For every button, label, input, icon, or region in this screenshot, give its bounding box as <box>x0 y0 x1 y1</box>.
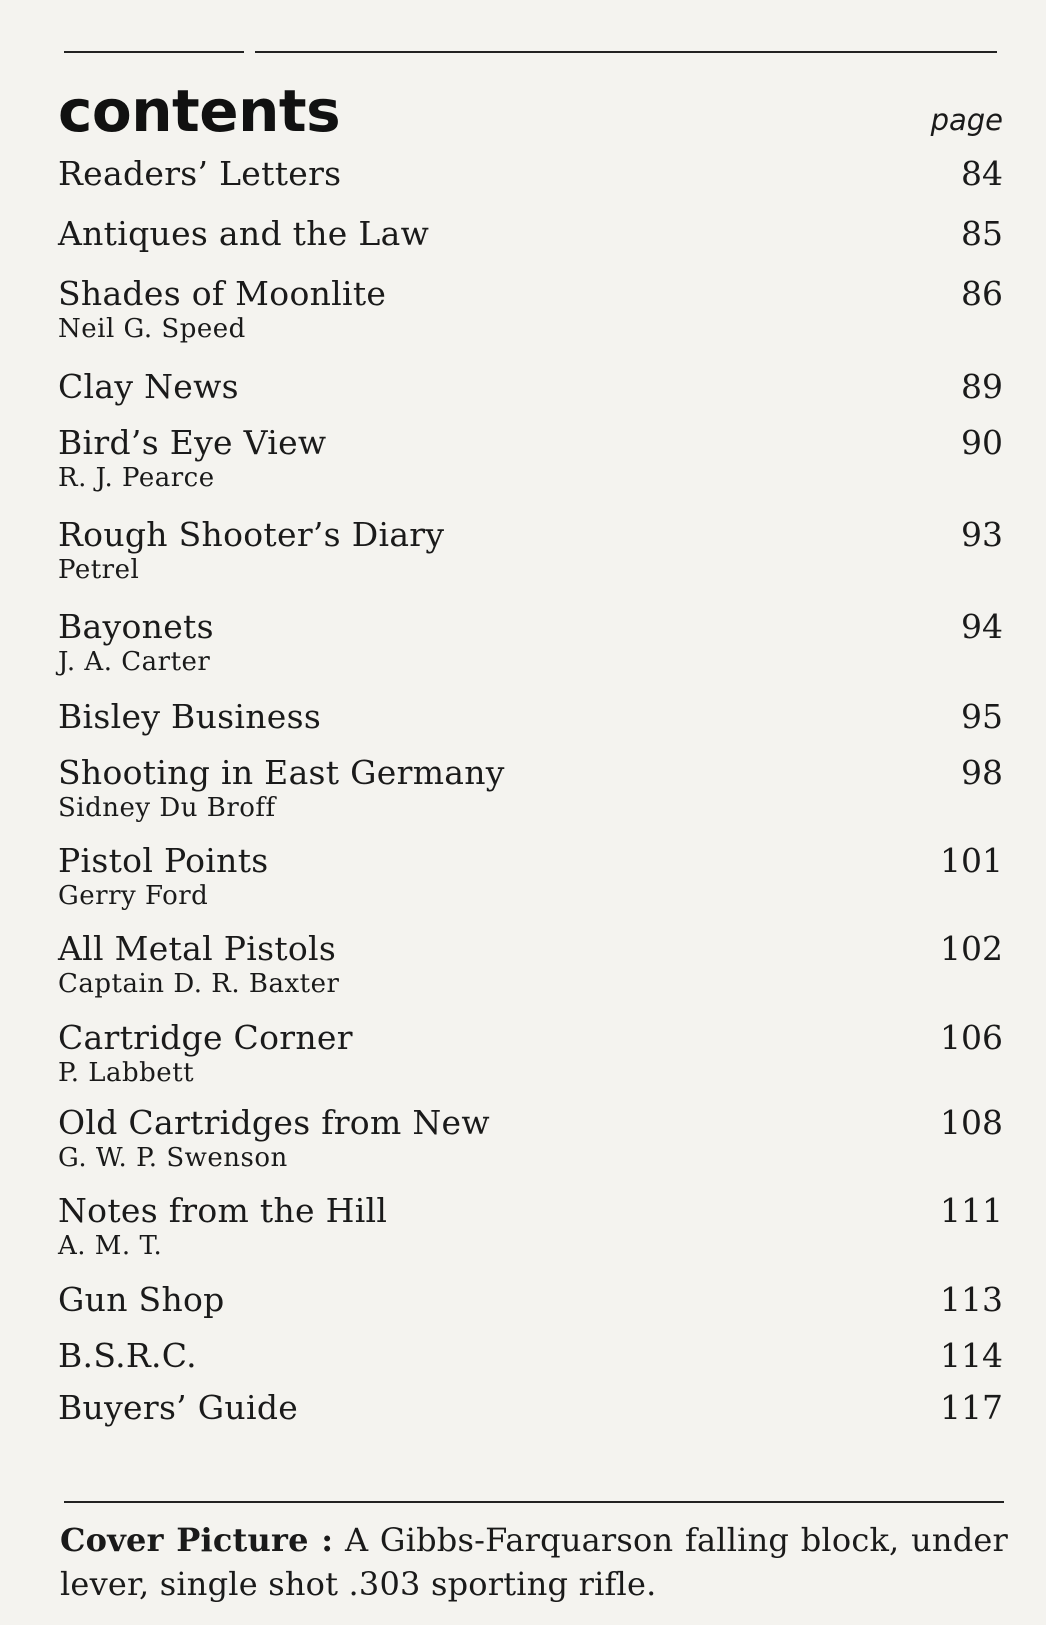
contents-entry[interactable] <box>58 607 1003 679</box>
entry-title: Rough Shooter’s Diary <box>58 515 445 554</box>
entry-author: Neil G. Speed <box>58 314 246 344</box>
top-rule-left <box>64 51 244 53</box>
contents-entry[interactable] <box>58 929 1003 1001</box>
entry-page: 95 <box>961 697 1003 736</box>
top-rule-right <box>255 51 997 53</box>
entry-author: J. A. Carter <box>58 647 211 677</box>
entry-page: 108 <box>940 1103 1003 1142</box>
entry-title: Bisley Business <box>58 697 322 736</box>
entry-page: 106 <box>940 1018 1003 1057</box>
contents-entry[interactable] <box>58 274 1003 346</box>
entry-page: 86 <box>961 274 1003 313</box>
entry-title: Antiques and the Law <box>58 214 430 253</box>
entry-author: Captain D. R. Baxter <box>58 969 340 999</box>
entry-title: Old Cartridges from New <box>58 1103 490 1142</box>
entry-title: Gun Shop <box>58 1280 225 1319</box>
entry-page: 111 <box>940 1191 1003 1230</box>
entry-page: 114 <box>940 1336 1003 1375</box>
contents-entry[interactable] <box>58 515 1003 587</box>
entry-page: 101 <box>940 841 1003 880</box>
entry-title: Bird’s Eye View <box>58 423 327 462</box>
contents-entry[interactable] <box>58 1191 1003 1263</box>
contents-entry[interactable] <box>58 1280 1003 1320</box>
entry-title: All Metal Pistols <box>58 929 337 968</box>
contents-heading: contents <box>58 77 341 145</box>
entry-title: Bayonets <box>58 607 214 646</box>
entry-page: 94 <box>961 607 1003 646</box>
entry-title: Readers’ Letters <box>58 154 342 193</box>
contents-entry[interactable] <box>58 753 1003 825</box>
entry-title: B.S.R.C. <box>58 1336 197 1375</box>
entry-page: 93 <box>961 515 1003 554</box>
entry-author: G. W. P. Swenson <box>58 1143 288 1173</box>
contents-entry[interactable] <box>58 697 1003 737</box>
entry-page: 102 <box>940 929 1003 968</box>
entry-title: Cartridge Corner <box>58 1018 353 1057</box>
entry-page: 85 <box>961 214 1003 253</box>
contents-entry[interactable] <box>58 214 1003 254</box>
entry-author: Gerry Ford <box>58 881 209 911</box>
cover-picture-label: Cover Picture : <box>60 1521 334 1559</box>
entry-page: 117 <box>940 1388 1003 1427</box>
contents-entry[interactable] <box>58 841 1003 913</box>
contents-entry[interactable] <box>58 1018 1003 1090</box>
entry-title: Shooting in East Germany <box>58 753 505 792</box>
contents-entry[interactable] <box>58 1336 1003 1376</box>
contents-entry[interactable] <box>58 367 1003 407</box>
entry-author: Petrel <box>58 555 140 585</box>
bottom-rule <box>64 1501 1004 1503</box>
entry-page: 84 <box>961 154 1003 193</box>
entry-page: 90 <box>961 423 1003 462</box>
entry-title: Pistol Points <box>58 841 269 880</box>
cover-picture-caption <box>60 1518 1008 1606</box>
entry-title: Shades of Moonlite <box>58 274 387 313</box>
entry-page: 89 <box>961 367 1003 406</box>
entry-title: Buyers’ Guide <box>58 1388 299 1427</box>
entry-page: 98 <box>961 753 1003 792</box>
entry-title: Clay News <box>58 367 239 406</box>
contents-entry[interactable] <box>58 1103 1003 1175</box>
contents-entry[interactable] <box>58 1388 1003 1428</box>
entry-author: P. Labbett <box>58 1058 195 1088</box>
contents-entry[interactable] <box>58 423 1003 495</box>
cover-picture-text: A Gibbs-Farquarson falling block, under lever, single shot .303 sporting rifle. <box>60 1521 1009 1603</box>
contents-entry[interactable] <box>58 154 1003 194</box>
entry-author: A. M. T. <box>58 1231 163 1261</box>
entry-title: Notes from the Hill <box>58 1191 388 1230</box>
page-column-label: page <box>930 103 1003 137</box>
entry-author: R. J. Pearce <box>58 463 215 493</box>
entry-page: 113 <box>940 1280 1003 1319</box>
entry-author: Sidney Du Broff <box>58 793 276 823</box>
